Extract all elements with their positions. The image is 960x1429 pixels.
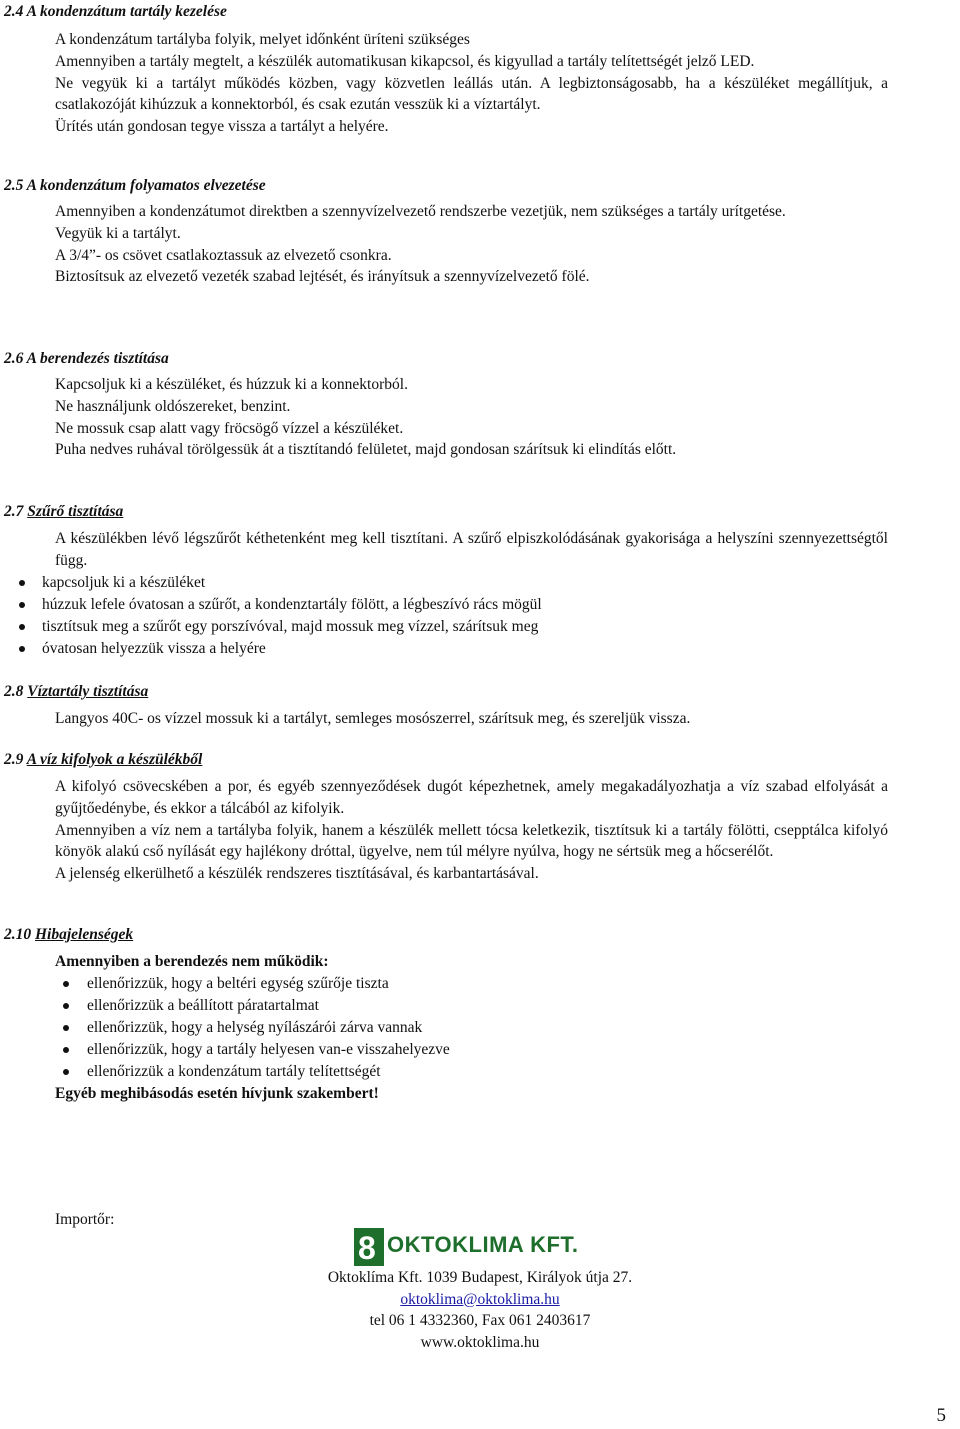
website: www.oktoklima.hu bbox=[420, 1333, 540, 1351]
section-number: 2.9 bbox=[4, 751, 24, 768]
paragraph: Ne használjunk oldószereket, benzint. bbox=[55, 397, 291, 415]
paragraph: Ürítés után gondosan tegye vissza a tartályt a helyére. bbox=[55, 118, 389, 136]
section-body bbox=[55, 29, 888, 138]
contact-block bbox=[0, 1267, 960, 1353]
importer-label: Importőr: bbox=[55, 1211, 115, 1228]
section-heading bbox=[0, 682, 960, 702]
paragraph: Ne vegyük ki a tartályt működés közben, vagy közvetlen leállás után. A legbiztonságosabb, ha a készüléket megállítjuk, a csatlakozóját kihúzzuk a konnektorból, és csak ezután vesszük ki a víztartályt. bbox=[55, 74, 888, 114]
list-item: óvatosan helyezzük vissza a helyére bbox=[0, 638, 960, 660]
email-link[interactable]: oktoklima@oktoklima.hu bbox=[400, 1290, 560, 1308]
paragraph: Amennyiben a víz nem a tartályba folyik, hanem a készülék mellett tócsa keletkezik, tisztítsuk ki a tartály fölötti, csepptálca kifolyó könyök alakú cső nyílását egy hajlékony dróttal, ügyelve, nem túl mélyre nyúlva, hogy ne sértsük meg a hőcserélőt. bbox=[55, 821, 888, 861]
logo-mark bbox=[354, 1228, 384, 1266]
section-2-5 bbox=[0, 176, 960, 288]
paragraph: A készülékben lévő légszűrőt kéthetenként meg kell tisztítani. A szűrő elpiszkolódásának gyakorisága a helyszíni szennyezettségtől függ. bbox=[55, 530, 888, 569]
paragraph: A jelenség elkerülhető a készülék rendszeres tisztításával, és karbantartásával. bbox=[55, 865, 539, 883]
paragraph: Puha nedves ruhával törölgessük át a tisztítandó felületet, majd gondosan szárítsuk ki elindítás előtt. bbox=[55, 441, 677, 459]
section-2-10 bbox=[0, 925, 960, 1105]
company-address: Oktoklíma Kft. 1039 Budapest, Királyok útja 27. bbox=[327, 1269, 633, 1286]
section-body bbox=[55, 776, 888, 885]
section-heading: 2.6 A berendezés tisztítása bbox=[4, 350, 169, 367]
list-item: ellenőrizzük, hogy a tartály helyesen van-e visszahelyezve bbox=[0, 1039, 960, 1061]
section-title: A víz kifolyok a készülékből bbox=[26, 751, 203, 768]
section-heading bbox=[0, 925, 960, 945]
paragraph: Kapcsoljuk ki a készüléket, és húzzuk ki a konnektorból. bbox=[55, 376, 408, 393]
list-item: húzzuk lefele óvatosan a szűrőt, a kondenztartály fölött, a légbeszívó rács mögül bbox=[0, 594, 960, 616]
paragraph: Biztosítsuk az elvezető vezeték szabad lejtését, és irányítsuk a szennyvízelvezető fölé. bbox=[55, 268, 590, 286]
section-body bbox=[55, 201, 888, 288]
section-title: Víztartály tisztítása bbox=[27, 683, 149, 700]
page-number: 5 bbox=[936, 1405, 946, 1426]
company-logo bbox=[354, 1228, 586, 1266]
section-footer bbox=[55, 1083, 888, 1105]
lead-text: Amennyiben a berendezés nem működik: bbox=[55, 953, 329, 970]
list-item: ellenőrizzük a beállított páratartalmat bbox=[0, 995, 960, 1017]
section-body bbox=[55, 528, 888, 572]
section-body bbox=[55, 951, 888, 973]
section-heading: 2.4 A kondenzátum tartály kezelése bbox=[4, 3, 227, 20]
paragraph: Langyos 40C- os vízzel mossuk ki a tartályt, semleges mosószerrel, szárítsuk meg, és szereljük vissza. bbox=[55, 710, 691, 727]
paragraph: Amennyiben a kondenzátumot direktben a szennyvízelvezető rendszerbe vezetjük, nem szükséges a tartály urítgetése. bbox=[55, 203, 786, 220]
list-item: ellenőrizzük a kondenzátum tartály telítettségét bbox=[0, 1061, 960, 1083]
section-heading: 2.5 A kondenzátum folyamatos elvezetése bbox=[4, 177, 266, 194]
section-heading bbox=[0, 750, 960, 770]
section-2-4 bbox=[0, 2, 960, 138]
section-2-7 bbox=[0, 502, 960, 660]
section-2-9 bbox=[0, 750, 960, 885]
list-item: tisztítsuk meg a szűrőt egy porszívóval, majd mossuk meg vízzel, szárítsuk meg bbox=[0, 616, 960, 638]
section-body bbox=[55, 708, 888, 730]
section-title: Hibajelenségek bbox=[35, 926, 134, 943]
section-2-6 bbox=[0, 349, 960, 461]
section-2-8 bbox=[0, 682, 960, 730]
logo-text: OKTOKLIMA KFT. bbox=[387, 1232, 579, 1257]
section-number: 2.10 bbox=[4, 926, 32, 943]
paragraph: A kifolyó csövecskében a por, és egyéb szennyeződések dugót képezhetnek, amely megakadályozhatja a víz szabad elfolyását a gyűjtőedénybe, és ekkor a tálcából az kifolyik. bbox=[55, 778, 888, 817]
phone-fax: tel 06 1 4332360, Fax 061 2403617 bbox=[369, 1312, 591, 1329]
list-item: ellenőrizzük, hogy a beltéri egység szűrője tiszta bbox=[0, 973, 960, 995]
list-item: kapcsoljuk ki a készüléket bbox=[0, 572, 960, 594]
paragraph: Amennyiben a tartály megtelt, a készülék automatikusan kikapcsol, és kigyullad a tartály telítettségét jelző LED. bbox=[55, 52, 755, 70]
section-body bbox=[55, 374, 888, 461]
section-title: Szűrő tisztítása bbox=[27, 503, 124, 520]
bullet-list bbox=[0, 973, 960, 1083]
list-item: ellenőrizzük, hogy a helység nyílászárói zárva vannak bbox=[0, 1017, 960, 1039]
paragraph: A kondenzátum tartályba folyik, melyet időnként üríteni szükséges bbox=[55, 31, 470, 48]
closing-text: Egyéb meghibásodás esetén hívjunk szakembert! bbox=[55, 1084, 379, 1102]
section-heading bbox=[0, 502, 960, 522]
paragraph: Vegyük ki a tartályt. bbox=[55, 224, 181, 242]
logo-mark-glyph: 8 bbox=[358, 1230, 376, 1266]
paragraph: Ne mossuk csap alatt vagy fröcsögő vízzel a készüléket. bbox=[55, 419, 404, 437]
section-number: 2.8 bbox=[4, 683, 24, 700]
paragraph: A 3/4”- os csövet csatlakoztassuk az elvezető csonkra. bbox=[55, 246, 392, 264]
section-number: 2.7 bbox=[4, 503, 24, 520]
bullet-list bbox=[0, 572, 960, 660]
